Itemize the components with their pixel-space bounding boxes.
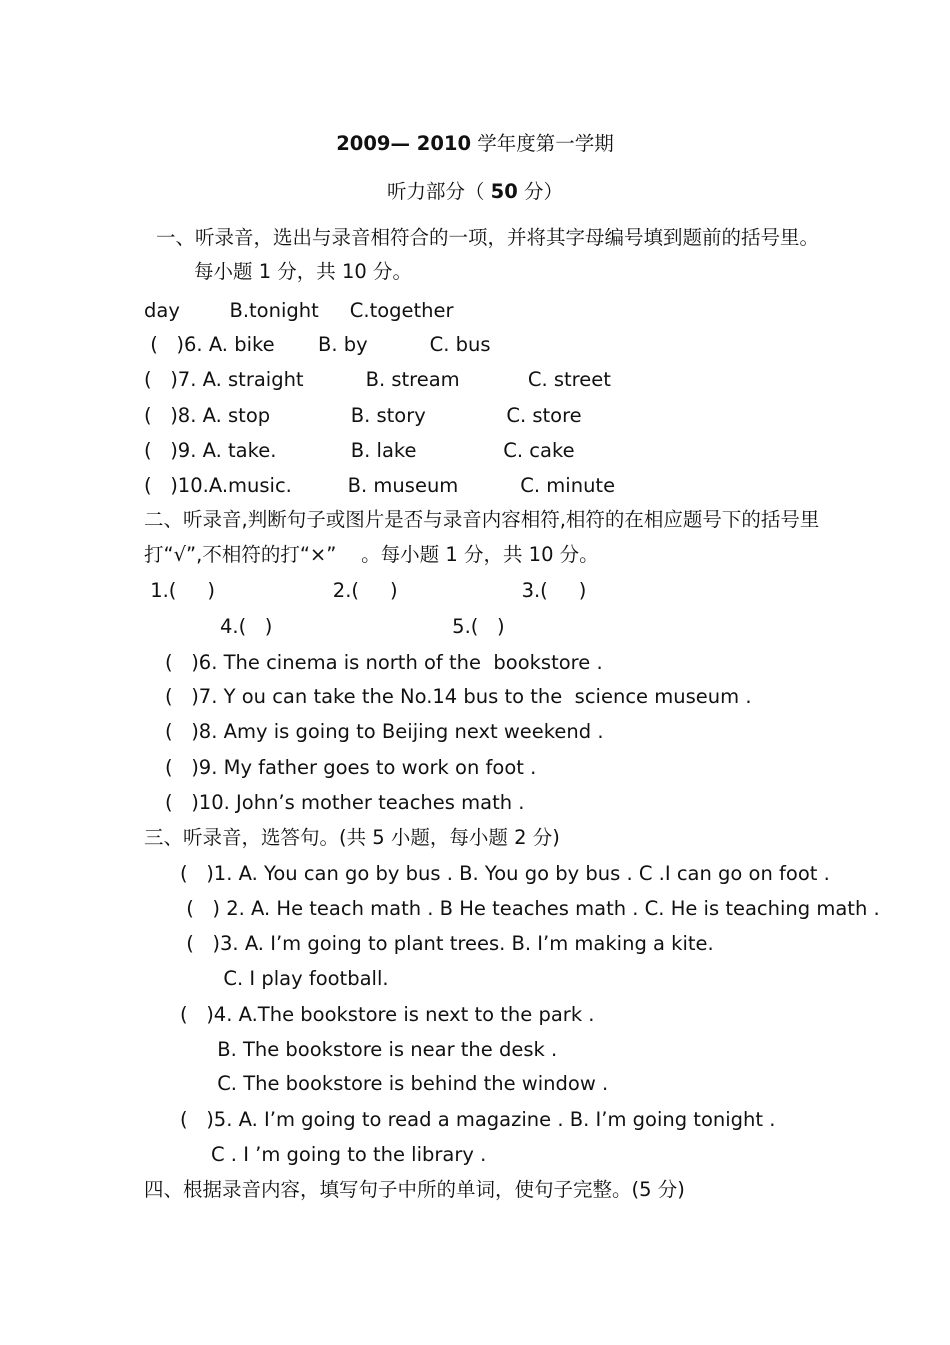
section2-picture-row-2: 4.( ) 5.( ) (220, 615, 505, 638)
section4-heading: 四、根据录音内容，填写句子中所的单词，使句子完整。(5 分) (144, 1178, 685, 1201)
subtitle-points: 50 (490, 180, 518, 203)
section2-heading: 二、听录音,判断句子或图片是否与录音内容相符,相符的在相应题号下的括号里 (144, 508, 820, 531)
section3-item: ( )4. A.The bookstore is next to the park . (180, 1003, 595, 1026)
section2-item: ( )9. My father goes to work on foot . (165, 756, 537, 779)
section1-item: day B.tonight C.together (144, 299, 454, 322)
section3-item: ( )5. A. I’m going to read a magazine . B. I’m going tonight . (180, 1108, 776, 1131)
section1-item: ( )10.A.music. B. museum C. minute (144, 474, 616, 497)
section2-item: ( )6. The cinema is north of the bookstore . (165, 651, 603, 674)
section1-item: ( )9. A. take. B. lake C. cake (144, 439, 575, 462)
section1-item: ( )8. A. stop B. story C. store (144, 404, 582, 427)
section2-item: ( )10. John’s mother teaches math . (165, 791, 525, 814)
section2-item: ( )8. Amy is going to Beijing next weekend . (165, 720, 604, 743)
section2-item: ( )7. Y ou can take the No.14 bus to the science museum . (165, 685, 752, 708)
section3-item: C. I play football. (180, 967, 389, 990)
section3-heading: 三、听录音，选答句。(共 5 小题，每小题 2 分) (144, 826, 560, 849)
section3-item: B. The bookstore is near the desk . (180, 1038, 558, 1061)
section3-item: ( )3. A. I’m going to plant trees. B. I’m making a kite. (180, 932, 714, 955)
subtitle-part-a: 听力部分（ (386, 180, 491, 203)
section1-item: ( )6. A. bike B. by C. bus (144, 333, 491, 356)
subtitle-part-b: 分） (517, 180, 564, 203)
page-title (0, 132, 950, 156)
section3-item: ( )1. A. You can go by bus . B. You go by bus . C .I can go on foot . (180, 862, 830, 885)
section3-item: C. The bookstore is behind the window . (180, 1072, 609, 1095)
section2-heading-cont: 打“√”,不相符的打“×” 。每小题 1 分，共 10 分。 (144, 543, 599, 566)
title-years: 2009— 2010 (336, 132, 472, 155)
section1-heading: 一、听录音，选出与录音相符合的一项，并将其字母编号填到题前的括号里。 (156, 226, 820, 249)
section2-picture-row-1: 1.( ) 2.( ) 3.( ) (144, 579, 587, 602)
page-subtitle (0, 180, 950, 204)
section3-item: ( ) 2. A. He teach math . B He teaches math . C. He is teaching math . (180, 897, 880, 920)
section1-item: ( )7. A. straight B. stream C. street (144, 368, 611, 391)
section1-subheading: 每小题 1 分，共 10 分。 (194, 260, 413, 283)
title-term: 学年度第一学期 (471, 132, 614, 155)
section3-item: C . I ’m going to the library . (180, 1143, 487, 1166)
